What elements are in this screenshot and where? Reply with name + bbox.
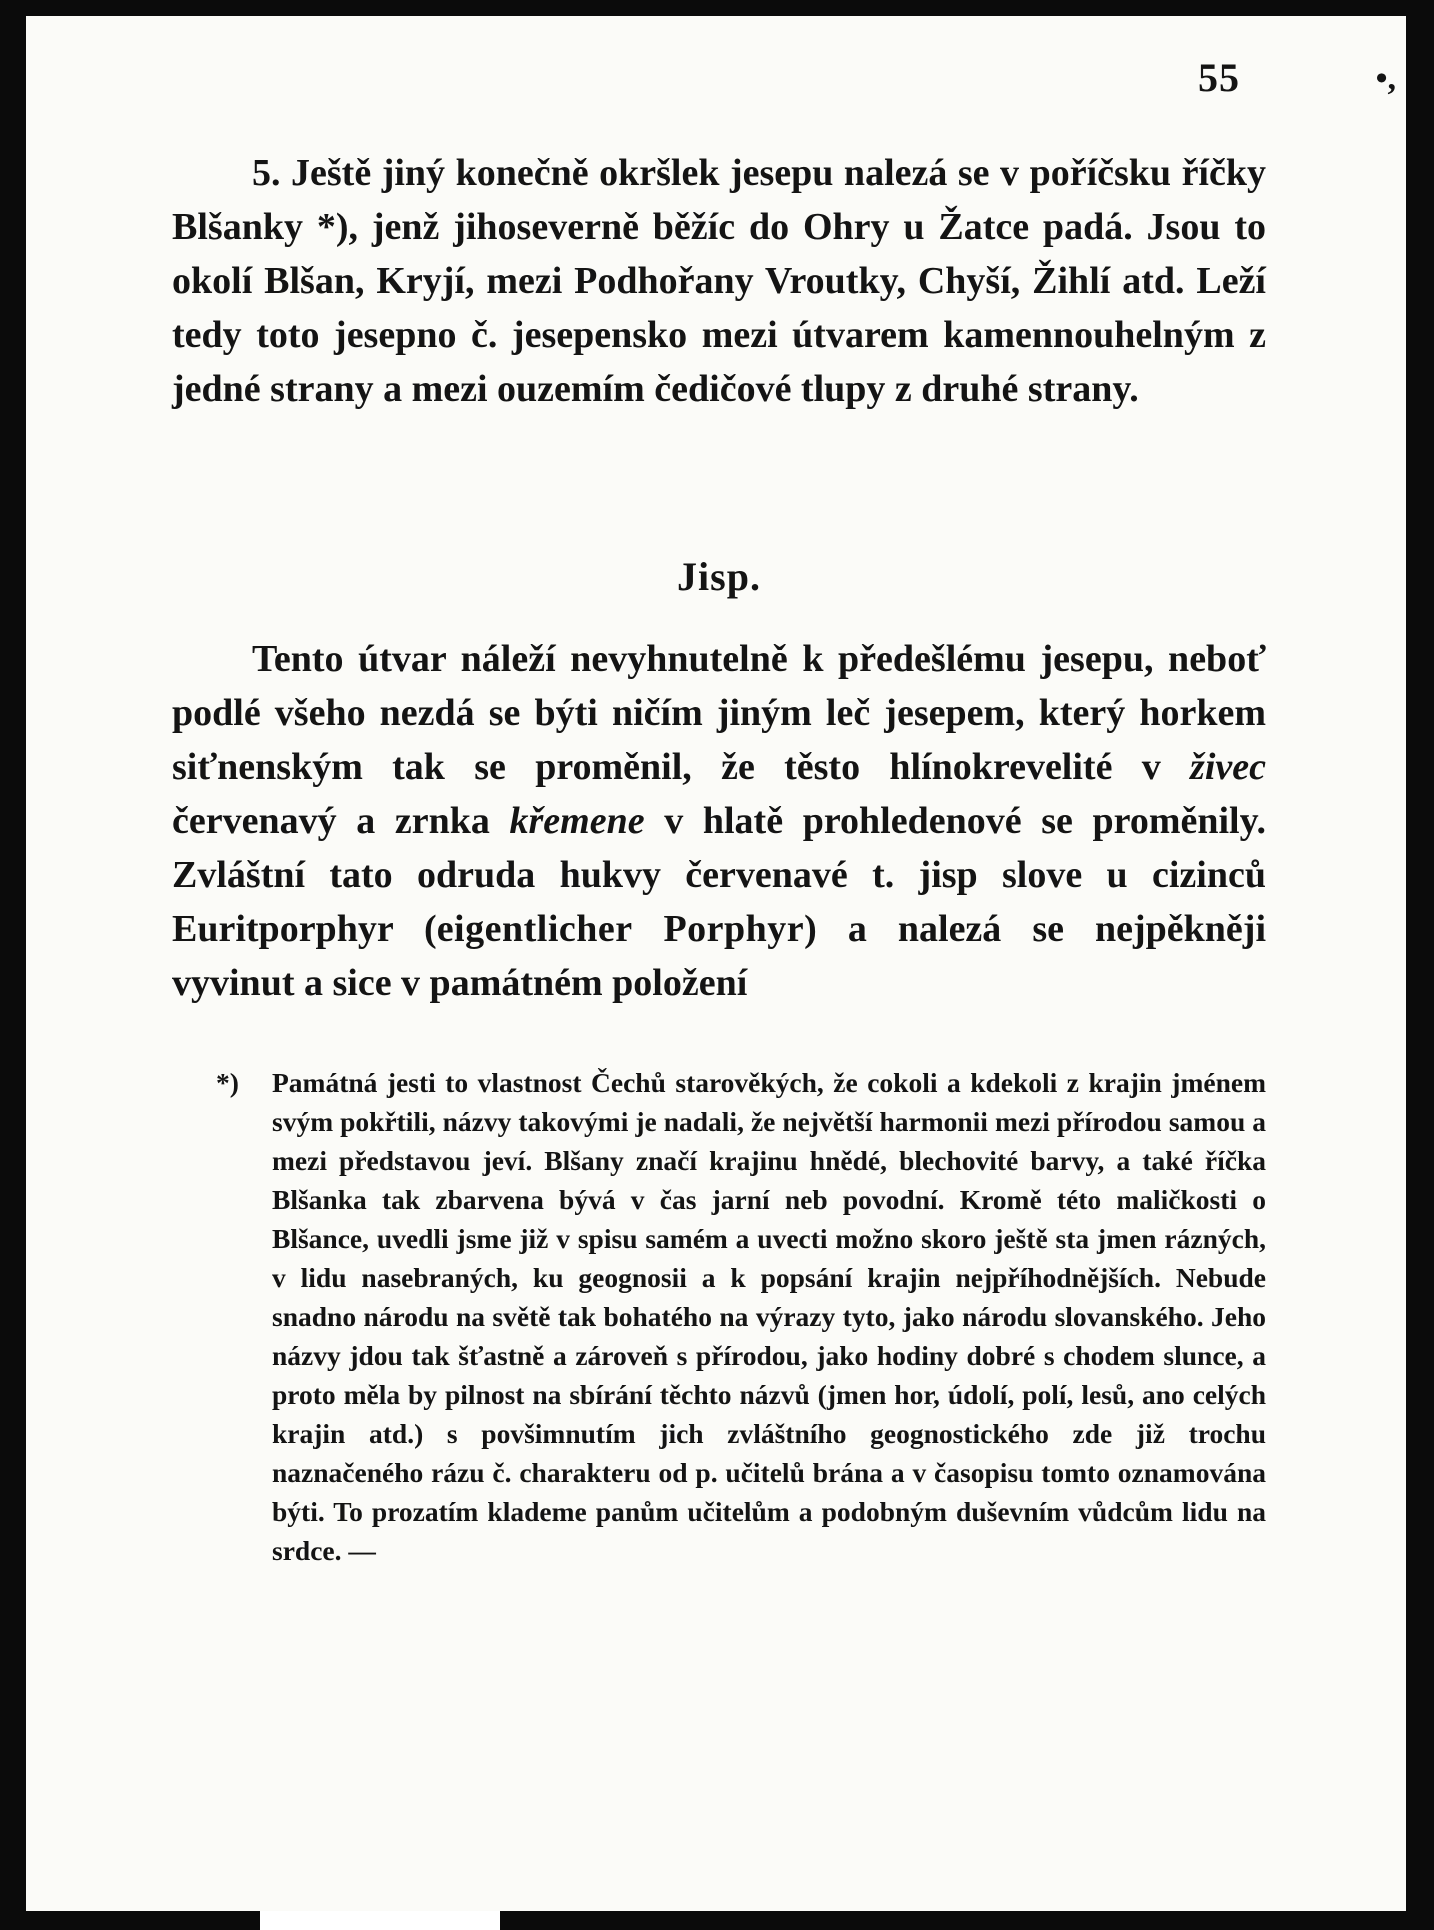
paragraph-2-part-3: v hlatě prohledenové se proměnily. Zvláštní tato odruda hukvy červenavé t. jisp slove u cizinců Euritporphyr (	[172, 800, 1266, 950]
paragraph-2-text	[172, 632, 1266, 1010]
book-page	[26, 16, 1406, 1911]
section-heading: Jisp.	[677, 554, 761, 599]
paragraph-2	[172, 632, 1266, 1010]
paragraph-2-italic-zivec: živec	[1190, 746, 1266, 788]
footnote	[216, 1063, 1266, 1570]
page-number: 55	[1198, 55, 1240, 100]
paragraph-1-text: 5. Ještě jiný konečně okršlek jesepu nalezá se v poříčsku říčky Blšanky *), jenž jihoseverně běžíc do Ohry u Žatce padá. Jsou to okolí Blšan, Kryjí, mezi Podhořany Vroutky, Chyší, Žihlí atd. Leží tedy toto jesepno č. jesepensko mezi útvarem kamennouhelným z jedné strany a mezi ouzemím čedičové tlupy z druhé strany.	[172, 152, 1266, 410]
paragraph-2-part-4: ) a nalezá se nejpěkněji vyvinut a sice v památném položení	[172, 908, 1266, 1004]
paragraph-2-part-2: červenavý a zrnka	[172, 800, 510, 842]
corner-mark: •,	[1375, 60, 1396, 97]
footnote-marker: *)	[216, 1067, 239, 1098]
footnote-text: Památná jesti to vlastnost Čechů starověkých, že cokoli a kdekoli z krajin jménem svým pokřtili, názvy takovými je nadali, že největší harmonii mezi přírodou samou a mezi představou jeví. Blšany značí krajinu hnědé, blechovité barvy, a také říčka Blšanka tak zbarvena bývá v čas jarní neb povodní. Kromě této maličkosti o Blšance, uvedli jsme již v spisu samém a uvecti možno skoro ještě sta jmen rázných, v lidu nasebraných, ku geognosii a k popsání krajin nejpříhodnějších. Nebude snadno národu na světě tak bohatého na výrazy tyto, jako národu slovanského. Jeho názvy jdou tak šťastně a zároveň s přírodou, jako hodiny dobré s chodem slunce, a proto měla by pilnost na sbírání těchto názvů (jmen hor, údolí, polí, lesů, ano celých krajin atd.) s povšimnutím jich zvláštního geognostického zde již trochu naznačeného rázu č. charakteru od p. učitelů brána a v časopisu tomto oznamována býti. To prozatím klademe panům učitelům a podobným duševním vůdcům lidu na srdce. —	[272, 1067, 1266, 1566]
scan-edge-strip	[260, 1911, 500, 1930]
paragraph-2-italic-kremene: křemene	[509, 800, 645, 842]
paragraph-2-part-1: Tento útvar náleží nevyhnutelně k předešlému jesepu, neboť podlé všeho nezdá se býti ničím jiným leč jesepem, který horkem siťnenským tak se proměnil, že těsto hlínokrevelité v	[172, 638, 1266, 788]
paragraph-2-fraktur: eigentlicher Porphyr	[436, 908, 805, 950]
paragraph-1	[172, 146, 1266, 416]
